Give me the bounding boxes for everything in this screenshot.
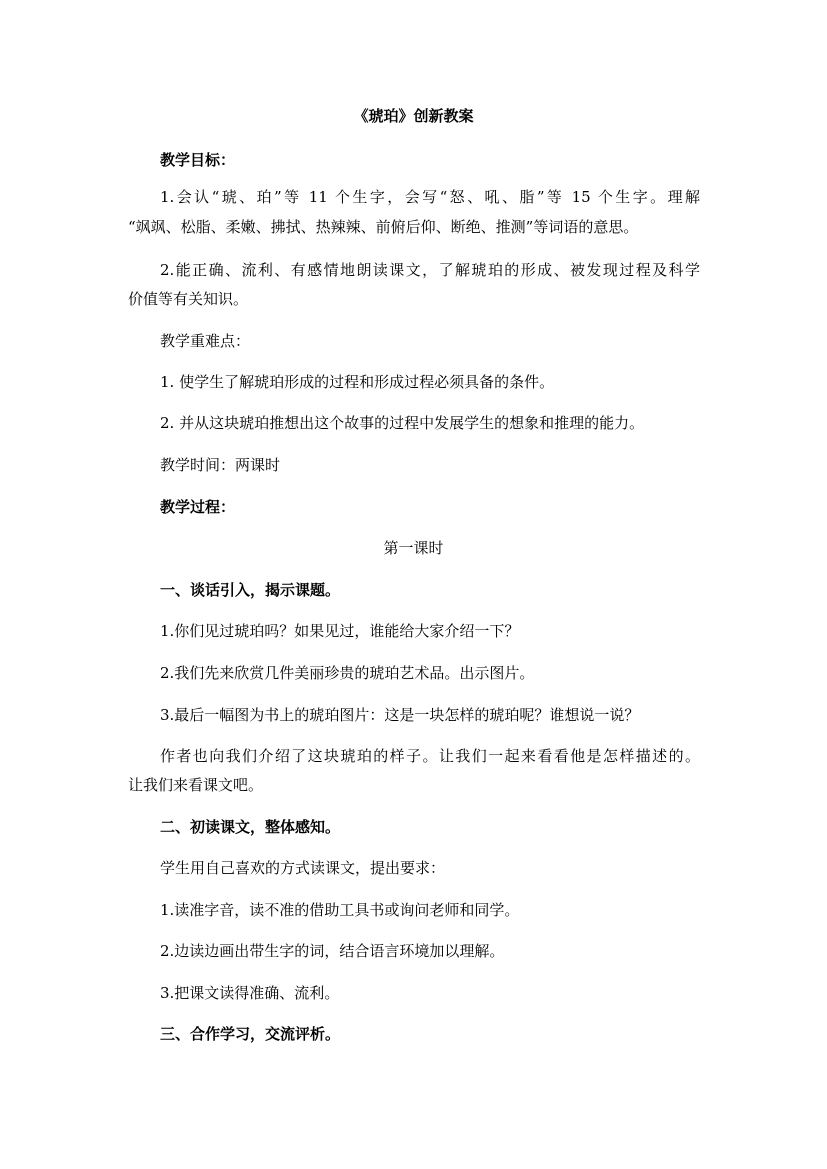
section-3-heading: 三、合作学习，交流评析。 (160, 1025, 341, 1043)
key-points-heading: 教学重难点： (160, 332, 251, 350)
section-2-intro: 学生用自己喜欢的方式读课文，提出要求： (160, 859, 446, 877)
key-point-2: 2. 并从这块琥珀推想出这个故事的过程中发展学生的想象和推理的能力。 (160, 414, 645, 432)
objective-2-line-1: 2.能正确、流利、有感情地朗读课文，了解琥珀的形成、被发现过程及科学 (160, 261, 700, 279)
objectives-heading: 教学目标： (160, 151, 236, 169)
section-2-heading: 二、初读课文，整体感知。 (160, 818, 341, 836)
section-1-paragraph-line-2: 让我们来看课文吧。 (128, 776, 264, 794)
objective-1-line-2: “飒飒、松脂、柔嫩、拂拭、热辣辣、前俯后仰、断绝、推测”等词语的意思。 (128, 218, 639, 236)
key-point-1: 1. 使学生了解琥珀形成的过程和形成过程必须具备的条件。 (160, 373, 555, 391)
lesson-heading: 第一课时 (383, 539, 444, 557)
section-2-item-1: 1.读准字音，读不准的借助工具书或询问老师和同学。 (160, 901, 520, 919)
section-1-heading: 一、谈话引入，揭示课题。 (160, 581, 341, 599)
section-2-item-2: 2.边读边画出带生字的词，结合语言环境加以理解。 (160, 942, 505, 960)
process-heading: 教学过程： (160, 498, 236, 516)
document-title: 《琥珀》创新教案 (353, 107, 474, 125)
teaching-time: 教学时间：两课时 (160, 456, 281, 474)
section-2-item-3: 3.把课文读得准确、流利。 (160, 984, 340, 1002)
objective-2-line-2: 价值等有关知识。 (128, 290, 249, 308)
objective-1-line-1: 1.会认“琥、珀”等 11 个生字，会写“怒、吼、脂”等 15 个生字。理解 (160, 188, 700, 206)
section-1-paragraph-line-1: 作者也向我们介绍了这块琥珀的样子。让我们一起来看看他是怎样描述的。 (160, 747, 700, 765)
section-1-item-3: 3.最后一幅图为书上的琥珀图片：这是一块怎样的琥珀呢？谁想说一说？ (160, 706, 640, 724)
section-1-item-2: 2.我们先来欣赏几件美丽珍贵的琥珀艺术品。出示图片。 (160, 664, 535, 682)
section-1-item-1: 1.你们见过琥珀吗？如果见过，谁能给大家介绍一下？ (160, 622, 520, 640)
